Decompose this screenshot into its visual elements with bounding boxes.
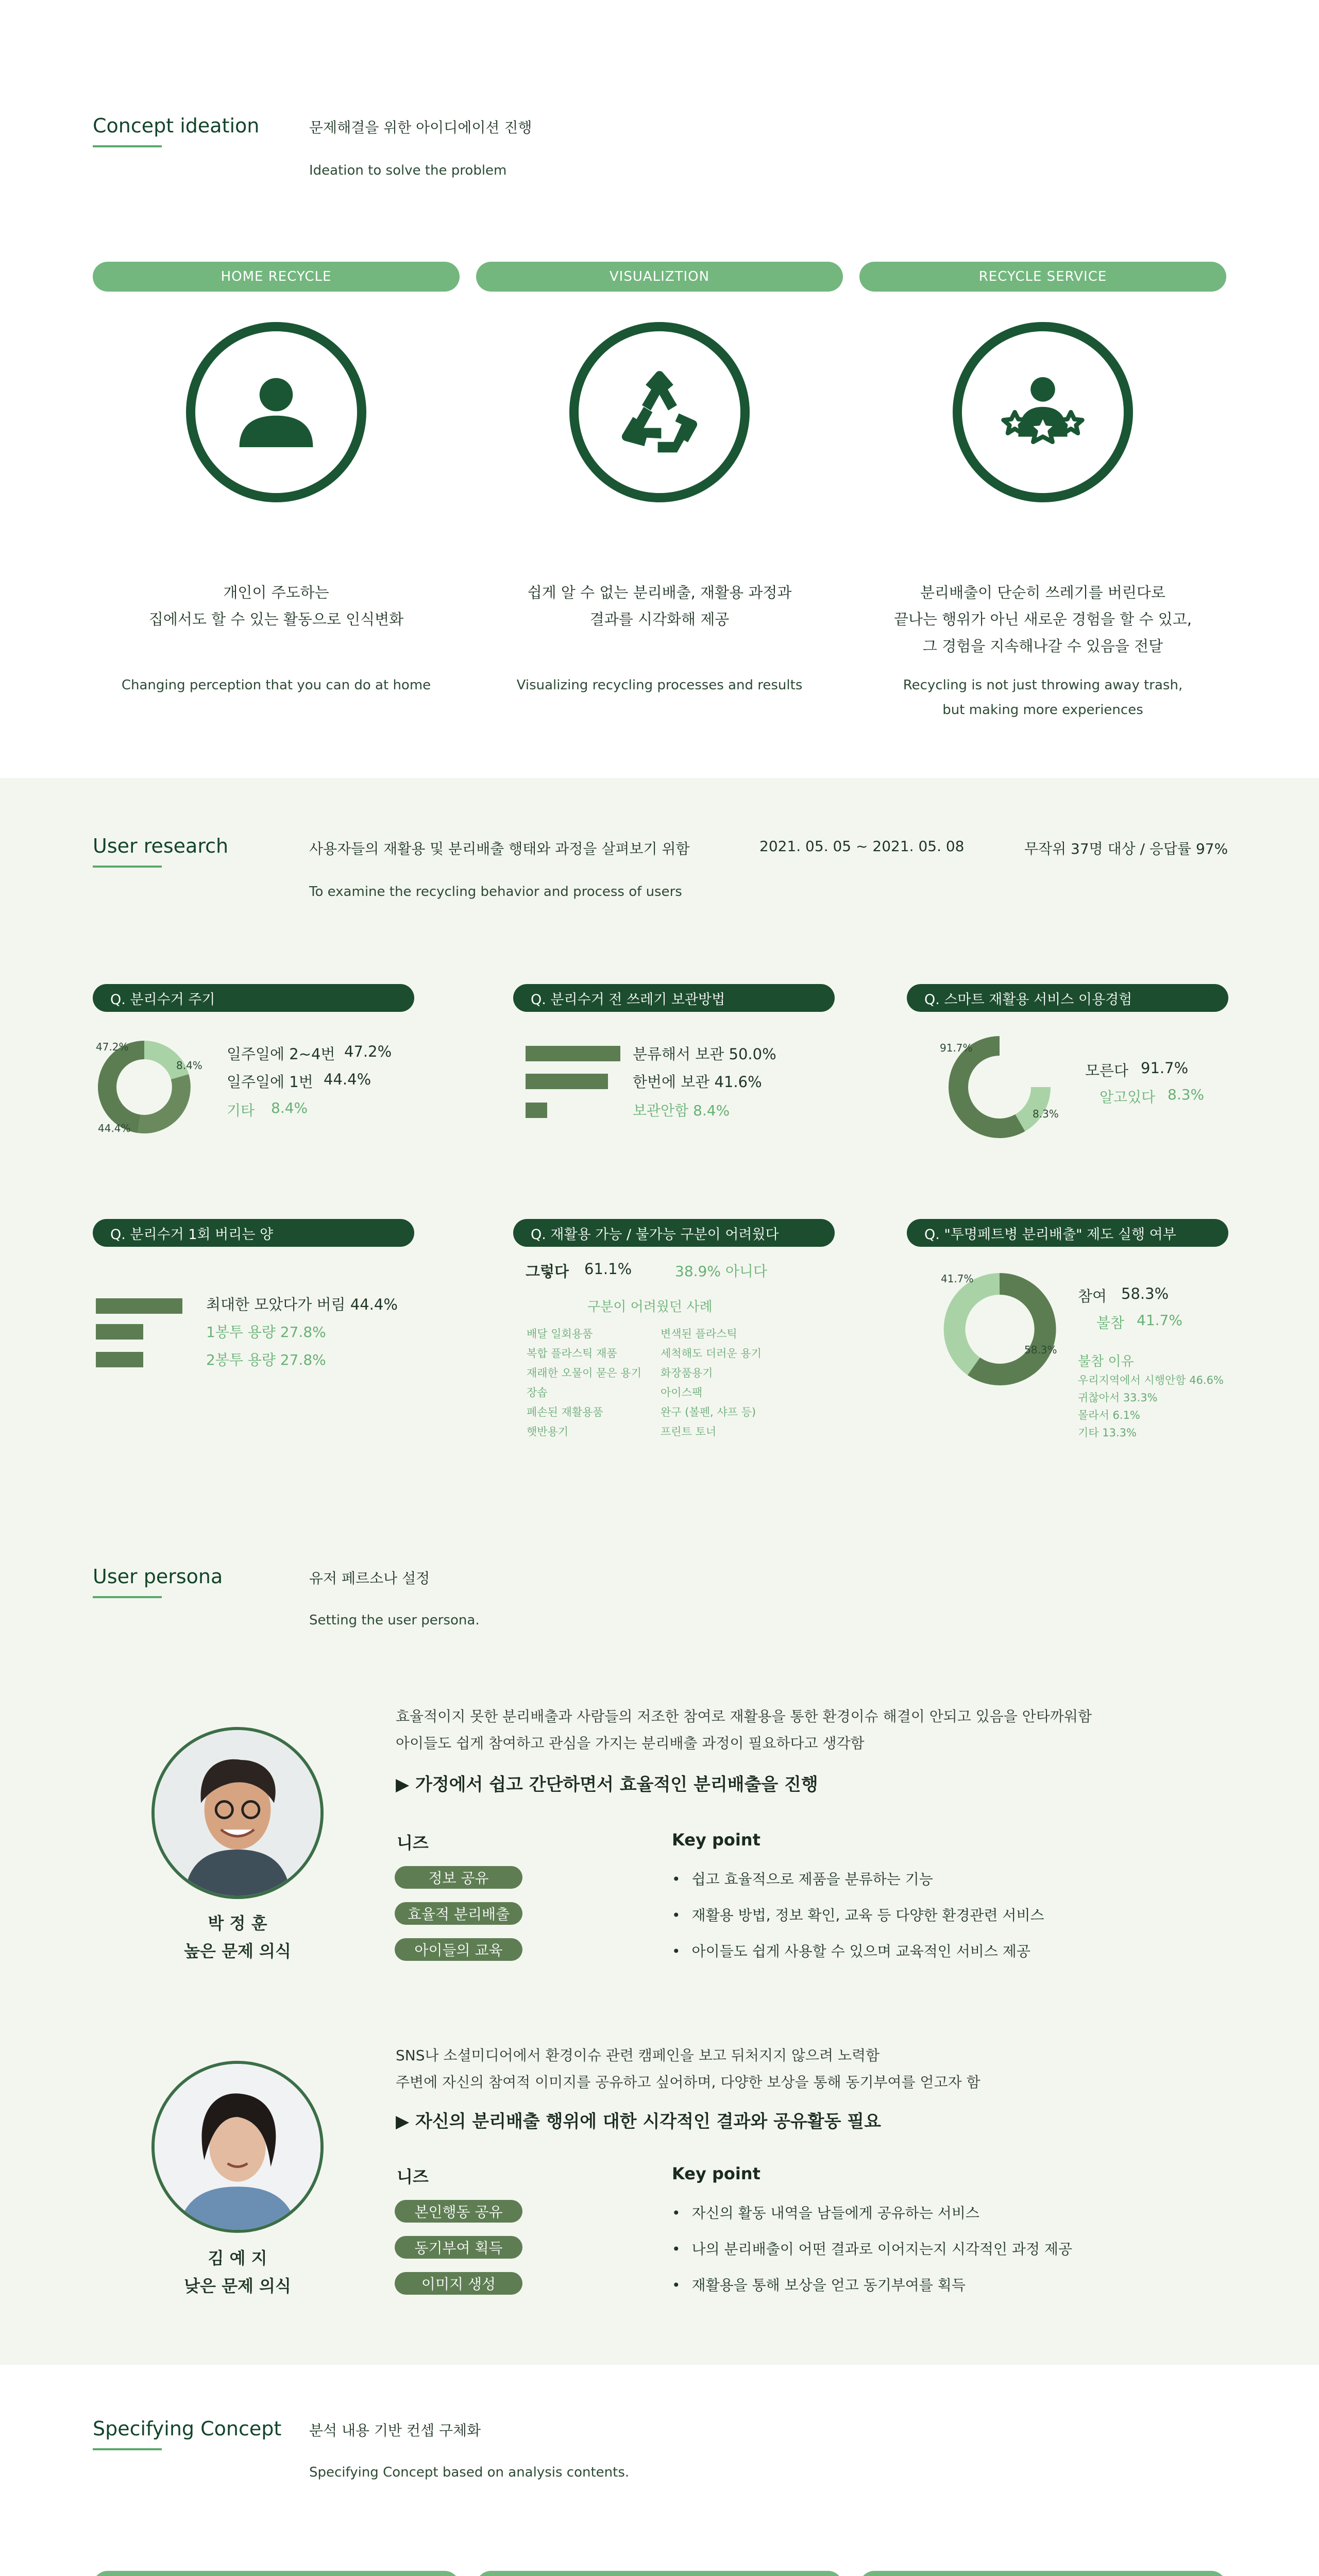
needs-tag: 본인행동 공유 xyxy=(395,2200,522,2223)
user-research-section xyxy=(0,778,1319,1530)
donut-slice xyxy=(955,1284,1000,1366)
list-item: 변색된 플라스틱 xyxy=(661,1328,737,1340)
donut-slice xyxy=(144,1050,180,1077)
keypoint-item: • 쉽고 효율적으로 제품을 분류하는 기능 xyxy=(672,1868,933,1889)
specifying-concept-section xyxy=(0,2365,1319,2576)
q4-row-label: 1봉투 용량 27.8% xyxy=(206,1324,326,1341)
persona-2-level: 낮은 문제 의식 xyxy=(184,2276,291,2296)
q1-row-label: 일주일에 1번 xyxy=(227,1073,313,1091)
visualization-ring xyxy=(569,322,750,502)
q3-label-a: 91.7% xyxy=(940,1042,973,1054)
section-subtitle: Ideation to solve the problem xyxy=(309,163,507,178)
donut-slice xyxy=(107,1050,144,1124)
section-subtitle: To examine the recycling behavior and process of users xyxy=(309,884,682,900)
section-title-kr: 유저 페르소나 설정 xyxy=(309,1570,430,1587)
q5-title: Q. 재활용 가능 / 불가능 구분이 어려웠다 xyxy=(513,1219,835,1247)
list-item: 장솝 xyxy=(527,1386,548,1399)
list-item: 귀찮아서 33.3% xyxy=(1078,1392,1158,1404)
list-item: 폐손된 재활용품 xyxy=(527,1406,603,1418)
persona-1-desc: 효율적이지 못한 분리배출과 사람들의 저조한 참여로 재활용을 통한 환경이슈 해결이 안되고 있음을 안타까워함 아이들도 쉽게 참여하고 관심을 가지는 분리배출 과정이 필요하다고 생각함 xyxy=(396,1708,1092,1752)
visualization-pill: VISUALIZTION xyxy=(476,262,843,292)
persona-2-name: 김 예 지 xyxy=(208,2248,267,2268)
concept-ideation-section xyxy=(0,0,1319,778)
q6-row-value: 41.7% xyxy=(1137,1312,1182,1329)
list-item: 기타 13.3% xyxy=(1078,1427,1137,1439)
q1-row-value: 47.2% xyxy=(344,1043,392,1060)
q6-donut-chart xyxy=(938,1267,1061,1391)
person-stars-icon xyxy=(999,368,1087,456)
persona-2-avatar xyxy=(151,2061,324,2233)
section-subtitle: Specifying Concept based on analysis contents. xyxy=(309,2465,630,2480)
q6-row-label: 불참 xyxy=(1096,1314,1125,1331)
section-subtitle: Setting the user persona. xyxy=(309,1613,480,1628)
section-title: Concept ideation xyxy=(93,114,260,137)
recycle-service-ring xyxy=(953,322,1133,502)
q6-label-a: 41.7% xyxy=(941,1273,974,1285)
q6-row-value: 58.3% xyxy=(1121,1285,1169,1302)
q4-title: Q. 분리수거 1회 버리는 양 xyxy=(93,1219,414,1247)
q2-row-label: 보관안함 8.4% xyxy=(633,1102,730,1119)
donut-slice xyxy=(139,1077,181,1124)
q5-yes-value: 61.1% xyxy=(584,1260,632,1278)
multiple-service-pill xyxy=(476,2571,843,2576)
list-item: 우리지역에서 시행안함 46.6% xyxy=(1078,1374,1224,1386)
q1-label-b: 8.4% xyxy=(176,1059,202,1072)
man-portrait xyxy=(155,1730,320,1896)
q1-row-value: 8.4% xyxy=(271,1099,308,1116)
q5-yes-label: 그렇다 xyxy=(526,1263,569,1280)
q1-row-value: 44.4% xyxy=(324,1071,371,1088)
scanning-pill xyxy=(93,2571,460,2576)
survey-date: 2021. 05. 05 ~ 2021. 05. 08 xyxy=(759,838,965,855)
woman-portrait xyxy=(155,2064,320,2230)
list-item: 재래한 오물이 묻은 용기 xyxy=(527,1367,641,1379)
needs-label: 니즈 xyxy=(397,2167,429,2187)
q5-list-title: 구분이 어려웠던 사례 xyxy=(587,1299,713,1315)
donut-slice xyxy=(958,1046,1020,1128)
q3-title: Q. 스마트 재활용 서비스 이용경험 xyxy=(907,984,1228,1012)
list-item: 햇반용기 xyxy=(527,1426,569,1438)
list-item: 세척해도 더러운 용기 xyxy=(661,1347,762,1360)
recycle-service-kr: 분리배출이 단순히 쓰레기를 버린다로 끝나는 행위가 아닌 새로운 경험을 할 수 있고, 그 경험을 지속해나갈 수 있음을 전달 xyxy=(894,584,1192,655)
recycle-service-pill: RECYCLE SERVICE xyxy=(859,262,1226,292)
q1-title: Q. 분리수거 주기 xyxy=(93,984,414,1012)
keypoint-label: Key point xyxy=(672,2164,760,2183)
q6-label-b: 58.3% xyxy=(1024,1344,1057,1356)
q2-row-label: 한번에 보관 41.6% xyxy=(633,1073,762,1091)
q4-row-label: 최대한 모았다가 버림 44.4% xyxy=(206,1296,398,1313)
q1-label-c: 44.4% xyxy=(98,1122,131,1134)
q6-title: Q. "투명페트병 분리배출" 제도 실행 여부 xyxy=(907,1219,1228,1247)
section-title: User research xyxy=(93,835,229,857)
q4-bar-1 xyxy=(96,1324,143,1340)
q4-row-label: 2봉투 용량 27.8% xyxy=(206,1351,326,1368)
list-item: 아이스팩 xyxy=(661,1386,703,1399)
persona-2-claim: ▶ 자신의 분리배출 행위에 대한 시각적인 결과와 공유활동 필요 xyxy=(396,2111,881,2132)
title-underline xyxy=(93,1596,162,1598)
recycle-icon xyxy=(616,368,703,456)
section-title: User persona xyxy=(93,1565,223,1588)
list-item: 프린트 토너 xyxy=(661,1426,717,1438)
title-underline xyxy=(93,866,162,868)
list-item: 화장품용기 xyxy=(661,1367,713,1379)
list-item: 몰라서 6.1% xyxy=(1078,1409,1140,1421)
home-recycle-kr: 개인이 주도하는 집에서도 할 수 있는 활동으로 인식변화 xyxy=(148,584,404,628)
survey-meta: 무작위 37명 대상 / 응답률 97% xyxy=(1024,840,1228,857)
persona-1-name: 박 정 훈 xyxy=(208,1913,267,1933)
q3-row-value: 91.7% xyxy=(1141,1059,1189,1077)
visualization-en: Visualizing recycling processes and results xyxy=(516,677,803,693)
q1-label-a: 47.2% xyxy=(96,1041,129,1053)
keypoint-item: • 나의 분리배출이 어떤 결과로 이어지는지 시각적인 과정 제공 xyxy=(672,2238,1072,2259)
device-pill xyxy=(859,2571,1226,2576)
needs-tag: 효율적 분리배출 xyxy=(395,1902,522,1925)
person-icon xyxy=(232,368,320,456)
section-title-kr: 사용자들의 재활용 및 분리배출 행태와 과정을 살펴보기 위함 xyxy=(309,840,690,857)
q4-bar-0 xyxy=(96,1298,182,1314)
q3-row-label: 모른다 xyxy=(1085,1062,1129,1079)
q5-list-right xyxy=(661,1324,762,1442)
q3-row-value: 8.3% xyxy=(1168,1086,1205,1103)
q3-label-b: 8.3% xyxy=(1033,1108,1059,1120)
recycle-service-en: Recycling is not just throwing away trash, but making more experiences xyxy=(903,677,1183,718)
q2-row-label: 분류해서 보관 50.0% xyxy=(633,1045,776,1063)
q4-bar-2 xyxy=(96,1352,143,1367)
list-item: 배달 일회용품 xyxy=(527,1328,593,1340)
q2-bar-0 xyxy=(526,1046,620,1061)
title-underline xyxy=(93,2448,162,2450)
keypoint-item: • 자신의 활동 내역을 남들에게 공유하는 서비스 xyxy=(672,2202,979,2223)
home-recycle-en: Changing perception that you can do at home xyxy=(121,677,431,693)
persona-2-desc: SNS나 소셜미디어에서 환경이슈 관련 캠페인을 보고 뒤처지지 않으려 노력함 주변에 자신의 참여적 이미지를 공유하고 싶어하며, 다양한 보상을 통해 동기부여를 얻고자 함 xyxy=(396,2047,980,2091)
persona-1-level: 높은 문제 의식 xyxy=(184,1941,291,1961)
q2-title: Q. 분리수거 전 쓰레기 보관방법 xyxy=(513,984,835,1012)
q1-row-label: 기타 xyxy=(227,1102,255,1119)
q2-bar-2 xyxy=(526,1103,547,1118)
persona-1-claim: ▶ 가정에서 쉽고 간단하면서 효율적인 분리배출을 진행 xyxy=(396,1774,818,1795)
user-persona-section xyxy=(0,1530,1319,2365)
q6-reasons xyxy=(1078,1371,1224,1442)
section-title-kr: 문제해결을 위한 아이디에이션 진행 xyxy=(309,119,532,136)
q5-list-left xyxy=(527,1324,641,1442)
q6-reason-title: 불참 이유 xyxy=(1078,1354,1134,1369)
needs-tag: 동기부여 획득 xyxy=(395,2236,522,2259)
needs-tag: 정보 공유 xyxy=(395,1866,522,1889)
q3-row-label: 알고있다 xyxy=(1100,1089,1156,1106)
q2-bar-1 xyxy=(526,1074,608,1089)
keypoint-item: • 아이들도 쉽게 사용할 수 있으며 교육적인 서비스 제공 xyxy=(672,1940,1030,1961)
keypoint-item: • 재활용을 통해 보상을 얻고 동기부여를 획득 xyxy=(672,2274,966,2295)
visualization-kr: 쉽게 알 수 없는 분리배출, 재활용 과정과 결과를 시각화해 제공 xyxy=(527,584,792,628)
list-item: 복합 플라스틱 재품 xyxy=(527,1347,617,1360)
list-item: 완구 (볼펜, 샤프 등) xyxy=(661,1406,756,1418)
keypoint-label: Key point xyxy=(672,1830,760,1850)
needs-tag: 아이들의 교육 xyxy=(395,1938,522,1961)
section-title-kr: 분석 내용 기반 컨셉 구체화 xyxy=(309,2422,481,2439)
q5-no: 38.9% 아니다 xyxy=(675,1263,767,1280)
q1-row-label: 일주일에 2~4번 xyxy=(227,1045,335,1063)
needs-tag: 이미지 생성 xyxy=(395,2272,522,2295)
needs-label: 니즈 xyxy=(397,1833,429,1853)
title-underline xyxy=(93,145,162,147)
q6-row-label: 참여 xyxy=(1078,1287,1107,1305)
home-recycle-pill: HOME RECYCLE xyxy=(93,262,460,292)
persona-1-avatar xyxy=(151,1727,324,1899)
home-recycle-ring xyxy=(186,322,366,502)
keypoint-item: • 재활용 방법, 정보 확인, 교육 등 다양한 환경관련 서비스 xyxy=(672,1904,1044,1925)
section-title: Specifying Concept xyxy=(93,2417,282,2440)
